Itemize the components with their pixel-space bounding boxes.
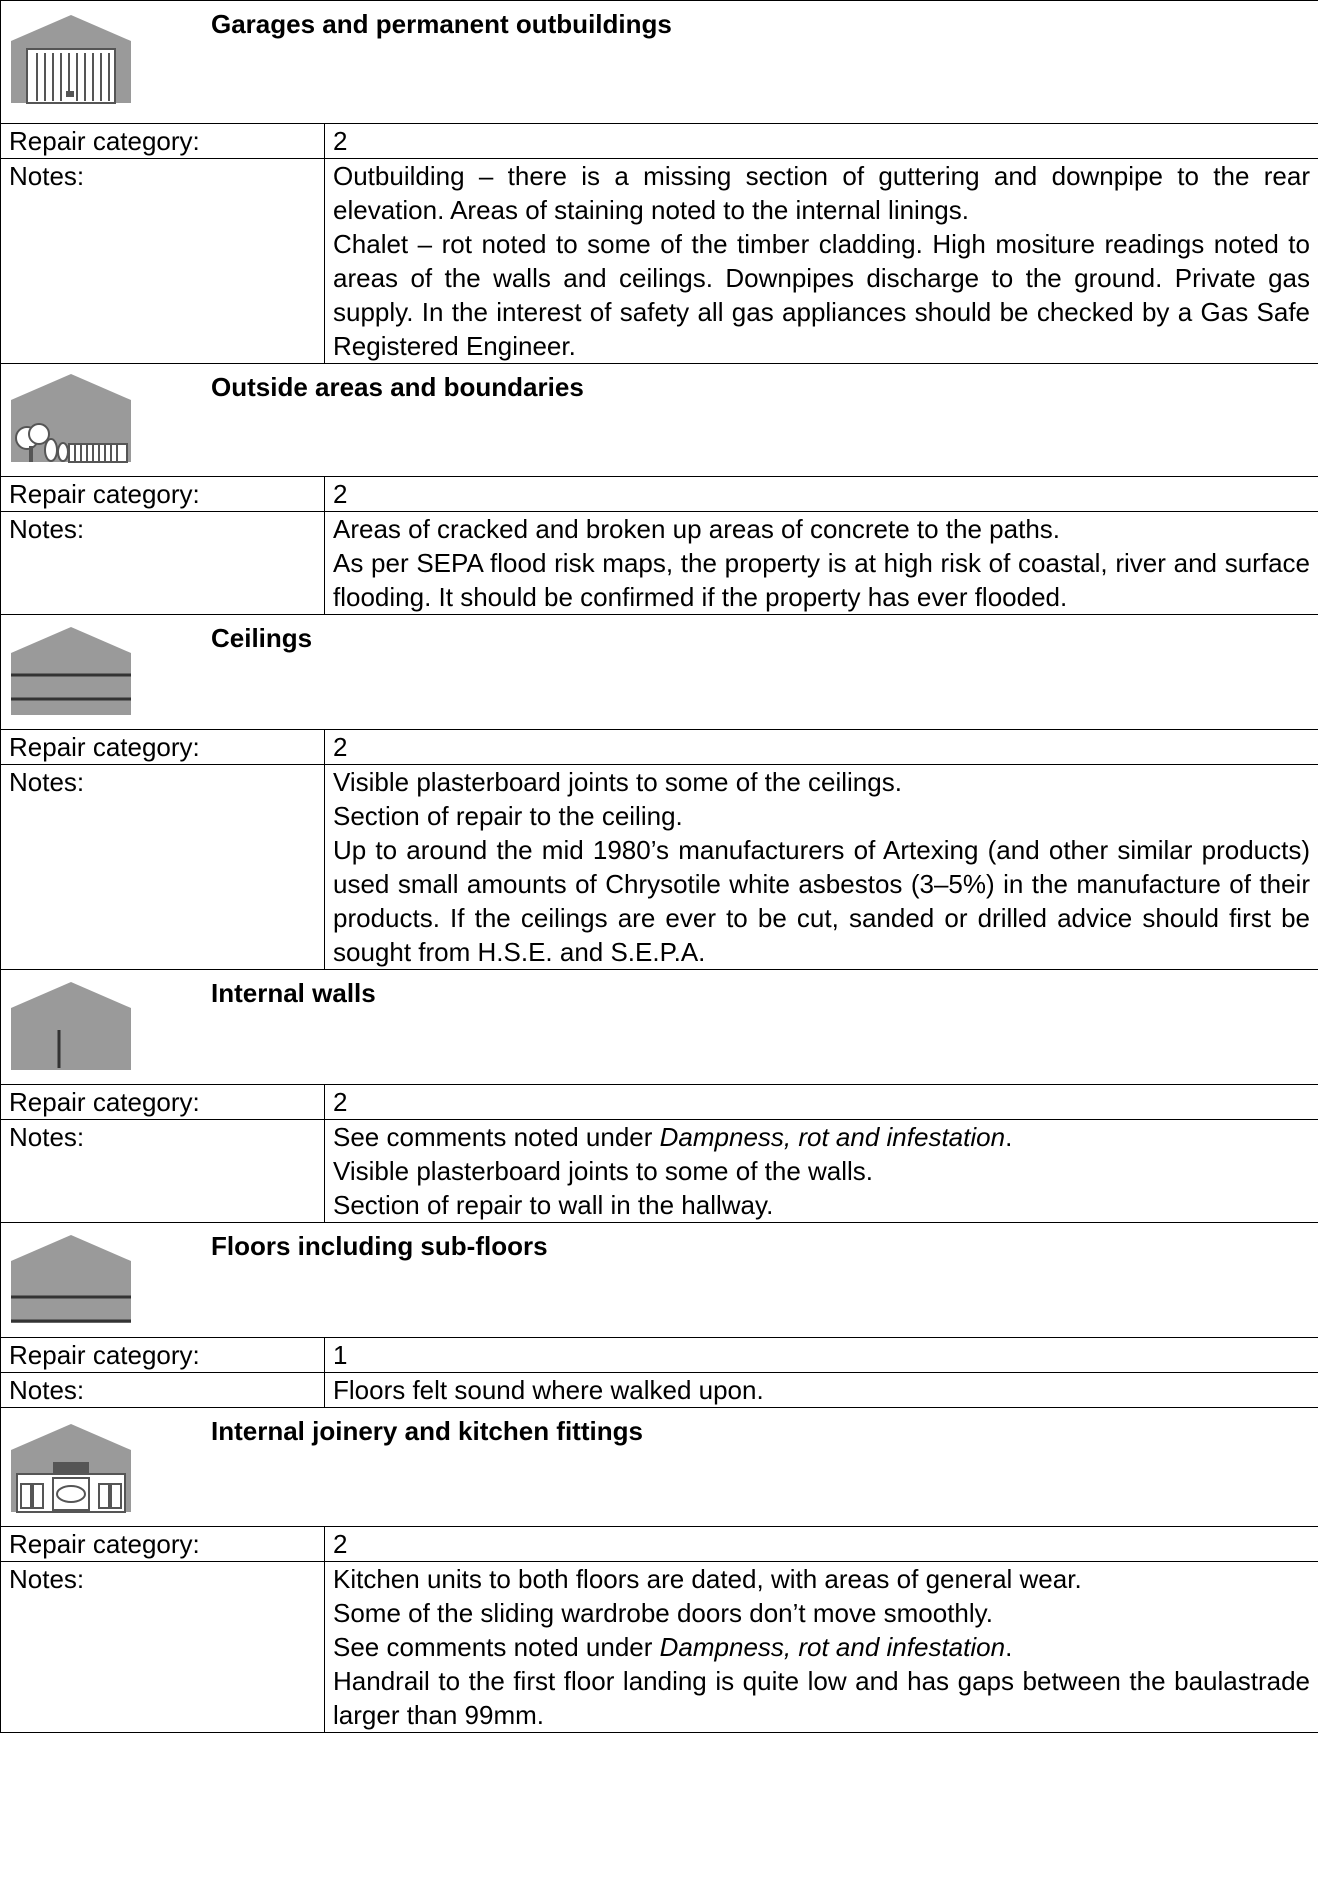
- repair-category-value: 1: [325, 1338, 1318, 1373]
- section-title: Garages and permanent outbuildings: [211, 9, 672, 39]
- section-title: Outside areas and boundaries: [211, 372, 584, 402]
- section-title: Internal walls: [211, 978, 376, 1008]
- garden-fence-icon: [7, 372, 135, 464]
- notes-row: [1, 1373, 1318, 1408]
- repair-category-row: [1, 124, 1318, 159]
- notes-row: [1, 765, 1318, 970]
- notes-text: [325, 1373, 1318, 1408]
- section-title: Floors including sub-floors: [211, 1231, 548, 1261]
- notes-row: [1, 512, 1318, 615]
- section-header-floors: [1, 1223, 1318, 1338]
- note-paragraph: Up to around the mid 1980’s manufacturers of Artexing (and other similar products) used small amounts of Chrysotile white asbestos (3–5%) in the manufacture of their products. If the ceilings are ever to be cut, sanded or drilled advice should first be sought from H.S.E. and S.E.P.A.: [333, 835, 1310, 967]
- repair-category-label: Repair category:: [1, 1527, 325, 1562]
- notes-label: Notes:: [1, 1120, 325, 1223]
- notes-label: Notes:: [1, 765, 325, 970]
- note-paragraph: See comments noted under Dampness, rot and infestation.: [333, 1122, 1013, 1152]
- note-paragraph: As per SEPA flood risk maps, the property is at high risk of coastal, river and surface flooding. It should be confirmed if the property has ever flooded.: [333, 548, 1310, 612]
- notes-label: Notes:: [1, 1562, 325, 1733]
- section-header-outside: [1, 364, 1318, 477]
- garage-icon: [7, 13, 135, 105]
- repair-category-label: Repair category:: [1, 730, 325, 765]
- repair-category-row: [1, 1085, 1318, 1120]
- notes-label: Notes:: [1, 512, 325, 615]
- ceiling-icon: [7, 625, 135, 717]
- notes-row: [1, 1120, 1318, 1223]
- notes-label: Notes:: [1, 1373, 325, 1408]
- notes-text: [325, 1120, 1318, 1223]
- notes-label: Notes:: [1, 159, 325, 364]
- section-header-ceilings: [1, 615, 1318, 730]
- kitchen-icon: [7, 1422, 135, 1514]
- repair-category-row: [1, 1338, 1318, 1373]
- note-paragraph: Some of the sliding wardrobe doors don’t move smoothly.: [333, 1598, 993, 1628]
- section-title: Ceilings: [211, 623, 313, 653]
- notes-text: [325, 512, 1318, 615]
- repair-category-value: 2: [325, 124, 1318, 159]
- repair-category-label: Repair category:: [1, 1085, 325, 1120]
- note-paragraph: Outbuilding – there is a missing section of guttering and downpipe to the rear elevation. Areas of staining noted to the internal linings.: [333, 161, 1310, 225]
- repair-category-row: [1, 730, 1318, 765]
- repair-category-row: [1, 1527, 1318, 1562]
- note-paragraph: Chalet – rot noted to some of the timber cladding. High mositure readings noted to areas of the walls and ceilings. Downpipes discharge to the ground. Private gas supply. In the interest of safety all gas appliances should be checked by a Gas Safe Registered Engineer.: [333, 229, 1310, 361]
- floor-icon: [7, 1233, 135, 1325]
- note-paragraph: Section of repair to wall in the hallway.: [333, 1190, 774, 1220]
- note-paragraph: Handrail to the first floor landing is quite low and has gaps between the baulastrade larger than 99mm.: [333, 1666, 1310, 1730]
- notes-row: [1, 1562, 1318, 1733]
- note-paragraph: Floors felt sound where walked upon.: [333, 1375, 764, 1405]
- repair-category-value: 2: [325, 477, 1318, 512]
- note-paragraph: Section of repair to the ceiling.: [333, 801, 683, 831]
- note-paragraph: Kitchen units to both floors are dated, with areas of general wear.: [333, 1564, 1082, 1594]
- repair-category-label: Repair category:: [1, 477, 325, 512]
- notes-row: [1, 159, 1318, 364]
- repair-category-value: 2: [325, 1085, 1318, 1120]
- section-header-garages: [1, 1, 1318, 124]
- repair-category-row: [1, 477, 1318, 512]
- notes-text: [325, 159, 1318, 364]
- section-header-joinery: [1, 1408, 1318, 1527]
- note-paragraph: Visible plasterboard joints to some of the walls.: [333, 1156, 874, 1186]
- note-paragraph: Visible plasterboard joints to some of the ceilings.: [333, 767, 902, 797]
- repair-category-label: Repair category:: [1, 1338, 325, 1373]
- repair-category-value: 2: [325, 730, 1318, 765]
- notes-text: [325, 765, 1318, 970]
- repair-category-value: 2: [325, 1527, 1318, 1562]
- section-title: Internal joinery and kitchen fittings: [211, 1416, 643, 1446]
- internal-wall-icon: [7, 980, 135, 1072]
- section-header-walls: [1, 970, 1318, 1085]
- note-paragraph: See comments noted under Dampness, rot and infestation.: [333, 1632, 1013, 1662]
- notes-text: [325, 1562, 1318, 1733]
- note-paragraph: Areas of cracked and broken up areas of concrete to the paths.: [333, 514, 1060, 544]
- repair-category-label: Repair category:: [1, 124, 325, 159]
